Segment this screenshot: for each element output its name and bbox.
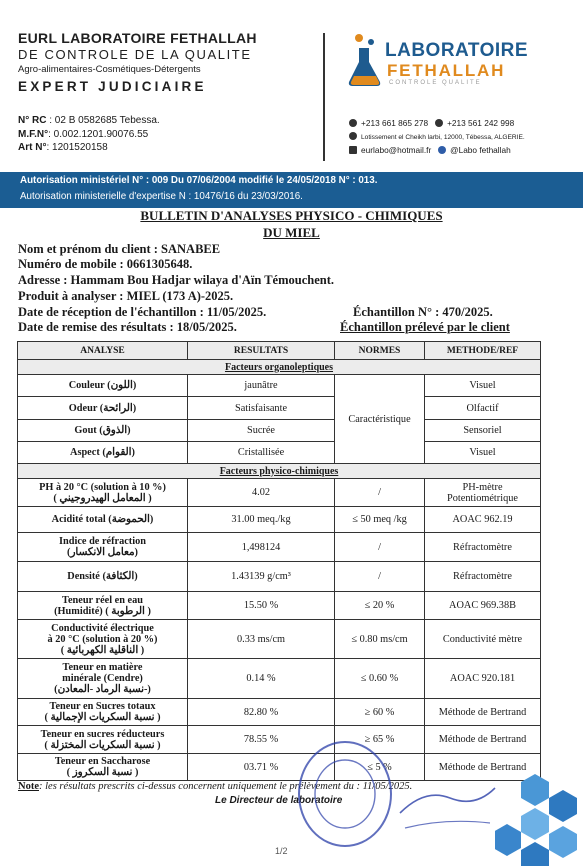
authorization-banner: [0, 172, 583, 208]
facebook-icon: [438, 146, 446, 154]
method-cell: Réfractomètre: [425, 533, 541, 562]
method-cell: Méthode de Bertrand: [425, 726, 541, 754]
client-name: Nom et prénom du client : SANABEE: [18, 242, 221, 256]
header-results: RESULTATS: [188, 342, 335, 360]
result-cell: 31.00 meq./kg: [188, 507, 335, 533]
result-cell: Sucrée: [188, 420, 335, 442]
company-activities: Agro-alimentaires-Cosmétiques-Détergents: [18, 64, 201, 75]
norm-cell: /: [335, 562, 425, 592]
method-cell: [425, 479, 541, 507]
result-cell: 4.02: [188, 479, 335, 507]
analyse-line: ( المعامل الهيدروجيني ): [53, 492, 152, 504]
art-label: Art N°: [18, 142, 47, 153]
table-header-row: [18, 342, 541, 360]
analyse-line: Indice de réfraction: [59, 536, 146, 547]
analyse-cell: Gout (الذوق): [18, 420, 188, 442]
result-cell: 0.33 ms/cm: [188, 620, 335, 659]
hexagon-decoration-icon: [495, 770, 583, 866]
result-cell: 15.50 %: [188, 592, 335, 620]
table-row: [18, 620, 541, 659]
phone-icon: [435, 119, 443, 127]
bulletin-subtitle: DU MIEL: [263, 225, 320, 240]
email-text: eurlabo@hotmail.fr: [361, 145, 432, 155]
authorization-line-1: Autorisation ministériel N° : 009 Du 07/06/2004 modifié le 24/05/2018 N° : 013.: [20, 175, 378, 186]
reception-date: Date de réception de l'échantillon : 11/05/2025.: [18, 305, 267, 319]
logo-text-line2: FETHALLAH: [387, 61, 506, 80]
address-text: Lotissement el Cheikh larbi, 12000, Tébessa, ALGERIE.: [361, 133, 525, 141]
email-icon: [349, 146, 357, 154]
result-cell: 0.14 %: [188, 659, 335, 699]
logo-text-line3: CONTROLE QUALITE: [389, 80, 482, 86]
section-physico: Facteurs physico-chimiques: [18, 464, 541, 479]
header-method: METHODE/REF: [425, 342, 541, 360]
section-row: [18, 360, 541, 375]
analyse-line: ( نسبة السكريات الإجمالية ): [44, 712, 161, 723]
norm-cell: /: [335, 533, 425, 562]
result-cell: 78.55 %: [188, 726, 335, 754]
table-row: [18, 507, 541, 533]
result-cell: 03.71 %: [188, 754, 335, 781]
official-stamp-icon: [295, 738, 395, 850]
analyse-cell: Acidité total (الحموضة): [18, 507, 188, 533]
client-address: Adresse : Hammam Bou Hadjar wilaya d'Aïn Témouchent.: [18, 273, 334, 287]
method-cell: Visuel: [425, 442, 541, 464]
analyse-cell: [18, 659, 188, 699]
company-subtitle: DE CONTROLE DE LA QUALITE: [18, 47, 252, 62]
analyse-cell: [18, 726, 188, 754]
table-row: [18, 397, 541, 420]
header-divider: [323, 33, 325, 161]
table-row: [18, 699, 541, 726]
analyse-line: à 20 °C (solution à 20 %): [47, 633, 158, 645]
analyse-line: ( نسبة السكريات المختزلة ): [44, 739, 161, 751]
method-cell: AOAC 920.181: [425, 659, 541, 699]
analyse-line: ( الناقلية الكهربائية ): [60, 644, 145, 656]
norm-cell: ≤ 50 meq /kg: [335, 507, 425, 533]
analyse-line: PH à 20 °C (solution à 10 %): [39, 481, 166, 493]
analyse-cell: Aspect (القوام): [18, 442, 188, 464]
method-cell: Méthode de Bertrand: [425, 699, 541, 726]
location-icon: [349, 132, 357, 140]
bulletin-title: BULLETIN D'ANALYSES PHYSICO - CHIMIQUES: [140, 208, 443, 223]
facebook-text: @Labo fethallah: [450, 145, 511, 155]
table-row: [18, 442, 541, 464]
norm-cell: Caractéristique: [335, 375, 425, 464]
analyse-line: Teneur en matière: [62, 662, 143, 673]
table-row: [18, 533, 541, 562]
analyse-cell: [18, 533, 188, 562]
table-row: [18, 562, 541, 592]
analyse-cell: [18, 699, 188, 726]
analyse-line: (Humidité) ( الرطوبة ): [54, 605, 151, 617]
analyse-line: Teneur en Sucres totaux: [49, 701, 156, 712]
product-analyzed: Produit à analyser : MIEL (173 A)-2025.: [18, 289, 234, 303]
rc-value: : 02 B 0582685 Tebessa.: [49, 115, 160, 126]
norm-cell: ≥ 65 %: [335, 726, 425, 754]
company-header: [18, 30, 318, 96]
section-organoleptic: Facteurs organoleptiques: [18, 360, 541, 375]
phone-2: +213 561 242 998: [447, 118, 515, 128]
method-line: PH-mètre: [462, 481, 503, 493]
analyse-cell: Odeur (الرائحة): [18, 397, 188, 420]
method-cell: Méthode de Bertrand: [425, 754, 541, 781]
method-cell: Visuel: [425, 375, 541, 397]
section-row: [18, 464, 541, 479]
mf-label: M.F.N°: [18, 128, 49, 140]
method-cell: Olfactif: [425, 397, 541, 420]
method-line: Potentiométrique: [447, 492, 518, 504]
norm-cell: ≤ 20 %: [335, 592, 425, 620]
table-row: [18, 659, 541, 699]
table-row: [18, 420, 541, 442]
authorization-line-2: Autorisation ministerielle d'expertise N : 10476/16 du 23/03/2016.: [20, 191, 303, 202]
note-label: Note: [18, 781, 39, 792]
results-table: [17, 341, 541, 781]
header-analyse: ANALYSE: [18, 342, 188, 360]
method-cell: AOAC 969.38B: [425, 592, 541, 620]
result-cell: 1,498124: [188, 533, 335, 562]
results-date: Date de remise des résultats : 18/05/2025.: [18, 320, 237, 334]
result-cell: jaunâtre: [188, 375, 335, 397]
analyse-cell: Couleur (اللون): [18, 375, 188, 397]
whatsapp-icon: [349, 119, 357, 127]
logo-text-line1: LABORATOIRE: [385, 40, 529, 61]
analyse-line: (معامل الانكسار): [67, 547, 138, 558]
analyse-cell: [18, 620, 188, 659]
analyse-line: Teneur réel en eau: [62, 594, 143, 606]
expert-label: EXPERT JUDICIAIRE: [18, 79, 207, 94]
table-row: [18, 479, 541, 507]
rc-label: N° RC: [18, 115, 47, 126]
mf-value: : 0.002.1201.90076.55: [48, 128, 149, 140]
method-cell: Réfractomètre: [425, 562, 541, 592]
sample-origin: Échantillon prélevé par le client: [340, 320, 510, 334]
result-cell: Cristallisée: [188, 442, 335, 464]
client-mobile: Numéro de mobile : 0661305648.: [18, 257, 193, 271]
analyse-line: Teneur en sucres réducteurs: [40, 728, 165, 740]
note-text: : les résultats prescrits ci-dessus concernent uniquement le prélèvement du : 11/05/2025.: [39, 781, 413, 792]
analyse-cell: [18, 592, 188, 620]
method-cell: Conductivité mètre: [425, 620, 541, 659]
contact-block: [349, 117, 579, 158]
method-cell: Sensoriel: [425, 420, 541, 442]
analyse-line: Conductivité électrique: [51, 622, 154, 634]
lab-flask-logo-icon: [345, 32, 385, 88]
header-norms: NORMES: [335, 342, 425, 360]
result-cell: 1.43139 g/cm³: [188, 562, 335, 592]
analyse-line: ( نسبة السكروز ): [66, 767, 139, 778]
analyse-cell: Densité (الكثافة): [18, 562, 188, 592]
table-row: [18, 592, 541, 620]
norm-cell: /: [335, 479, 425, 507]
sample-number: Échantillon N° : 470/2025.: [353, 305, 493, 319]
analyse-cell: [18, 754, 188, 781]
analyse-line: (نسبة الرماد -المعادن-): [54, 684, 151, 695]
norm-cell: ≤ 0.80 ms/cm: [335, 620, 425, 659]
analyse-line: minérale (Cendre): [62, 673, 143, 684]
analyse-cell: [18, 479, 188, 507]
norm-cell: ≤ 5 %: [335, 754, 425, 781]
signature-stamp-icon: [395, 758, 505, 838]
page-number: 1/2: [275, 846, 288, 856]
analyse-line: Teneur en Saccharose: [54, 756, 151, 767]
company-ids: [18, 114, 160, 155]
company-name: EURL LABORATOIRE FETHALLAH: [18, 30, 257, 46]
art-value: : 1201520158: [46, 142, 108, 153]
norm-cell: ≥ 60 %: [335, 699, 425, 726]
result-cell: 82.80 %: [188, 699, 335, 726]
result-cell: Satisfaisante: [188, 397, 335, 420]
method-cell: AOAC 962.19: [425, 507, 541, 533]
director-signature-label: Le Directeur de laboratoire: [215, 795, 343, 806]
table-row: [18, 726, 541, 754]
table-row: [18, 375, 541, 397]
phone-1: +213 661 865 278: [361, 118, 429, 128]
norm-cell: ≤ 0.60 %: [335, 659, 425, 699]
